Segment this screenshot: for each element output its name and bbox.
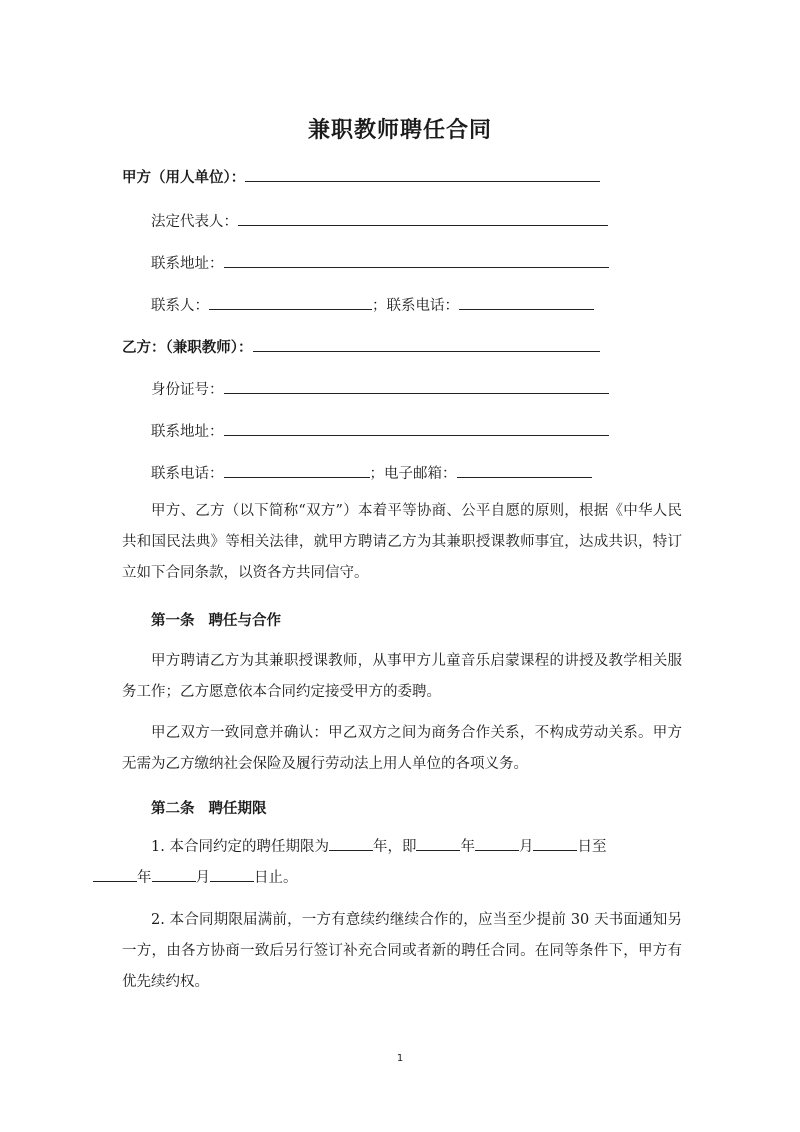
clause-1-text-c: 年 xyxy=(460,839,475,855)
party-a-address-blank[interactable] xyxy=(224,253,609,268)
party-a-label: 甲方（用人单位）： xyxy=(122,170,246,186)
page-number: 1 xyxy=(396,1053,404,1064)
article-2-title: 聘任期限 xyxy=(208,801,267,817)
party-b-email-label: 电子邮箱： xyxy=(384,466,457,482)
clause-1-text-g: 月 xyxy=(195,870,210,886)
article-1-title: 聘任与合作 xyxy=(208,613,281,629)
document-title: 兼职教师聘任合同 xyxy=(307,118,492,143)
party-a-phone-blank[interactable] xyxy=(459,295,594,310)
party-a-contact-blank[interactable] xyxy=(209,295,372,310)
party-a-blank[interactable] xyxy=(245,167,600,182)
party-a-address-row xyxy=(151,252,609,273)
party-b-contact-row xyxy=(151,462,592,483)
party-b-label: 乙方：（兼职教师）： xyxy=(122,340,253,356)
party-b-email-blank[interactable] xyxy=(457,463,592,478)
party-b-phone-sep: ； xyxy=(369,466,384,482)
party-a-address-label: 联系地址： xyxy=(151,256,224,272)
legal-rep-blank[interactable] xyxy=(238,211,608,226)
end-day-blank[interactable] xyxy=(210,868,254,882)
clause-1-text-d: 月 xyxy=(518,839,534,855)
party-a-row xyxy=(122,166,600,187)
clause-1-text-h: 日止。 xyxy=(254,870,298,886)
party-b-id-row xyxy=(151,378,609,399)
article-1-paragraph-2: 甲乙双方一致同意并确认：甲乙双方之间为商务合作关系，不构成劳动关系。甲方无需为乙方缴纳社会保险及履行劳动法上用人单位的各项义务。 xyxy=(122,725,682,772)
party-b-address-label: 联系地址： xyxy=(151,424,224,440)
party-a-contact-label: 联系人： xyxy=(151,298,209,314)
preamble-paragraph: 甲方、乙方（以下简称“双方”）本着平等协商、公平自愿的原则，根据《中华人民共和国民法典》等相关法律，就甲方聘请乙方为其兼职授课教师事宜，达成共识，特订立如下合同条款，以资各方共同信守。 xyxy=(122,503,682,581)
party-b-id-label: 身份证号： xyxy=(151,382,224,398)
clause-1-text-b: 年，即 xyxy=(372,839,417,855)
legal-rep-row xyxy=(151,210,608,231)
party-b-address-row xyxy=(151,420,609,441)
article-2-clause-1 xyxy=(122,832,682,894)
term-years-blank[interactable] xyxy=(329,837,373,851)
clause-1-text-a: 1. 本合同约定的聘任期限为 xyxy=(151,839,329,855)
party-b-phone-label: 联系电话： xyxy=(151,466,224,482)
party-a-contact-sep: ； xyxy=(372,298,387,314)
party-b-phone-blank[interactable] xyxy=(224,463,370,478)
article-2-number: 第二条 xyxy=(151,801,195,817)
party-b-address-blank[interactable] xyxy=(224,421,609,436)
party-b-id-blank[interactable] xyxy=(224,379,609,394)
article-1-paragraph-1: 甲方聘请乙方为其兼职授课教师，从事甲方儿童音乐启蒙课程的讲授及教学相关服务工作；乙方愿意依本合同约定接受甲方的委聘。 xyxy=(122,653,682,700)
start-year-blank[interactable] xyxy=(416,837,460,851)
start-month-blank[interactable] xyxy=(475,837,519,851)
legal-rep-label: 法定代表人： xyxy=(151,214,238,230)
party-b-row xyxy=(122,336,600,357)
article-2-clause-2: 2. 本合同期限届满前，一方有意续约继续合作的，应当至少提前 30 天书面通知另一方，由各方协商一致后另行签订补充合同或者新的聘任合同。在同等条件下，甲方有优先续约权。 xyxy=(122,912,682,990)
start-day-blank[interactable] xyxy=(533,837,577,851)
party-a-contact-row xyxy=(151,294,594,315)
clause-1-text-f: 年 xyxy=(137,870,152,886)
clause-1-text-e: 日至 xyxy=(577,839,607,855)
party-a-phone-label: 联系电话： xyxy=(386,298,459,314)
article-1-heading xyxy=(151,609,281,630)
end-month-blank[interactable] xyxy=(152,868,196,882)
article-1-number: 第一条 xyxy=(151,613,195,629)
article-2-heading xyxy=(151,797,267,818)
end-year-blank[interactable] xyxy=(93,868,137,882)
party-b-blank[interactable] xyxy=(253,337,600,352)
